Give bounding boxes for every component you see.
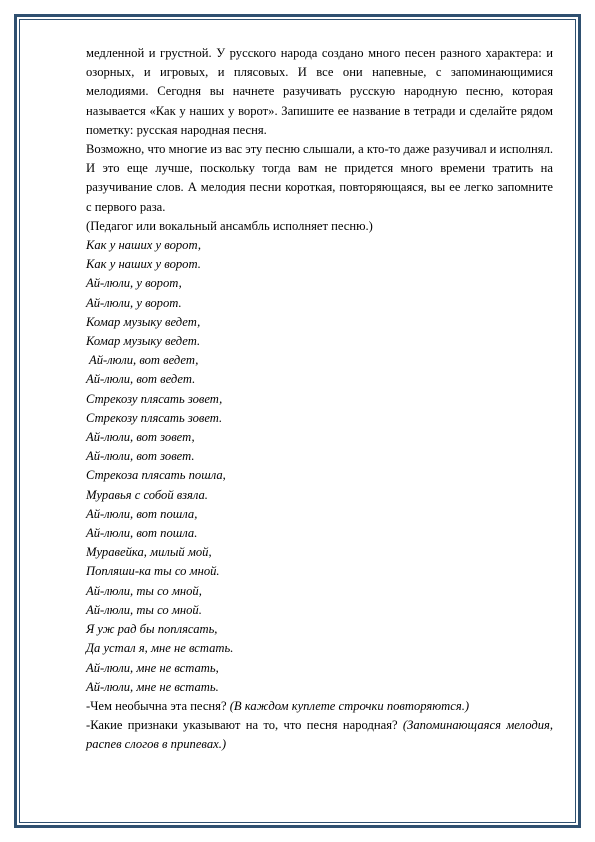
lyric-line: Ай-люли, у ворот. [86, 295, 182, 310]
lyric-line: Ай-люли, ты со мной. [86, 602, 202, 617]
lyric-line: Ай-люли, вот ведет. [86, 372, 196, 387]
lyric-line: Я уж рад бы поплясать, [86, 622, 218, 637]
document-body [86, 44, 553, 755]
lyric-line: Ай-люли, вот зовет. [86, 449, 195, 464]
lyric-line: Ай-люли, ты со мной, [86, 583, 202, 598]
answer-text: (Запоминающаяся мелодия, распев слогов в припевах.) [86, 718, 554, 752]
lyric-line: Ай-люли, вот зовет, [86, 430, 195, 445]
lyric-line: Муравейка, милый мой, [86, 545, 212, 560]
lyric-line: Попляши-ка ты со мной. [86, 564, 220, 579]
lyric-line: Комар музыку ведет. [86, 334, 201, 349]
question-1 [86, 697, 553, 716]
lyric-line: Да устал я, мне не встать. [86, 641, 234, 656]
lyric-line: Ай-люли, мне не встать. [86, 679, 219, 694]
lyric-line: Стрекоза плясать пошла, [86, 468, 226, 483]
question-2 [86, 716, 553, 754]
lyric-line: Ай-люли, мне не встать, [86, 660, 219, 675]
song-lyrics [86, 236, 553, 697]
lyric-line: Муравья с собой взяла. [86, 487, 208, 502]
paragraph-intro: медленной и грустной. У русского народа создано много песен разного характера: и озорных, и игровых, и плясовых. И все они напевные, с запоминающимися мелодиями. Сегодня вы начнете разучивать русскую народную песню, которая называется «Как у наших у ворот». Запишите ее название в тетради и сделайте рядом пометку: русская народная песня. [86, 46, 553, 137]
stage-note: (Педагог или вокальный ансамбль исполняет песню.) [86, 218, 373, 233]
paragraph-learning: Возможно, что многие из вас эту песню слышали, а кто-то даже разучивал и исполнял. И это еще лучше, поскольку тогда вам не придется много времени тратить на разучивание слов. А мелодия песни короткая, повторяющаяся, вы ее легко запомните с первого раза. [86, 142, 553, 214]
lyric-line: Ай-люли, вот пошла. [86, 526, 198, 541]
lyric-line: Ай-люли, у ворот, [86, 276, 182, 291]
lyric-line: Стрекозу плясать зовет. [86, 410, 223, 425]
lyric-line: Комар музыку ведет, [86, 314, 201, 329]
lyric-line: Ай-люли, вот пошла, [86, 506, 198, 521]
lyric-line: Как у наших у ворот, [86, 238, 202, 253]
question-text: -Какие признаки указывают на то, что песня народная? [86, 718, 403, 733]
lyric-line: Как у наших у ворот. [86, 257, 201, 272]
answer-text: (В каждом куплете строчки повторяются.) [229, 698, 470, 713]
lyric-line: Стрекозу плясать зовет, [86, 391, 223, 406]
question-text: -Чем необычна эта песня? [86, 698, 230, 713]
lyric-line: Ай-люли, вот ведет, [89, 353, 199, 368]
